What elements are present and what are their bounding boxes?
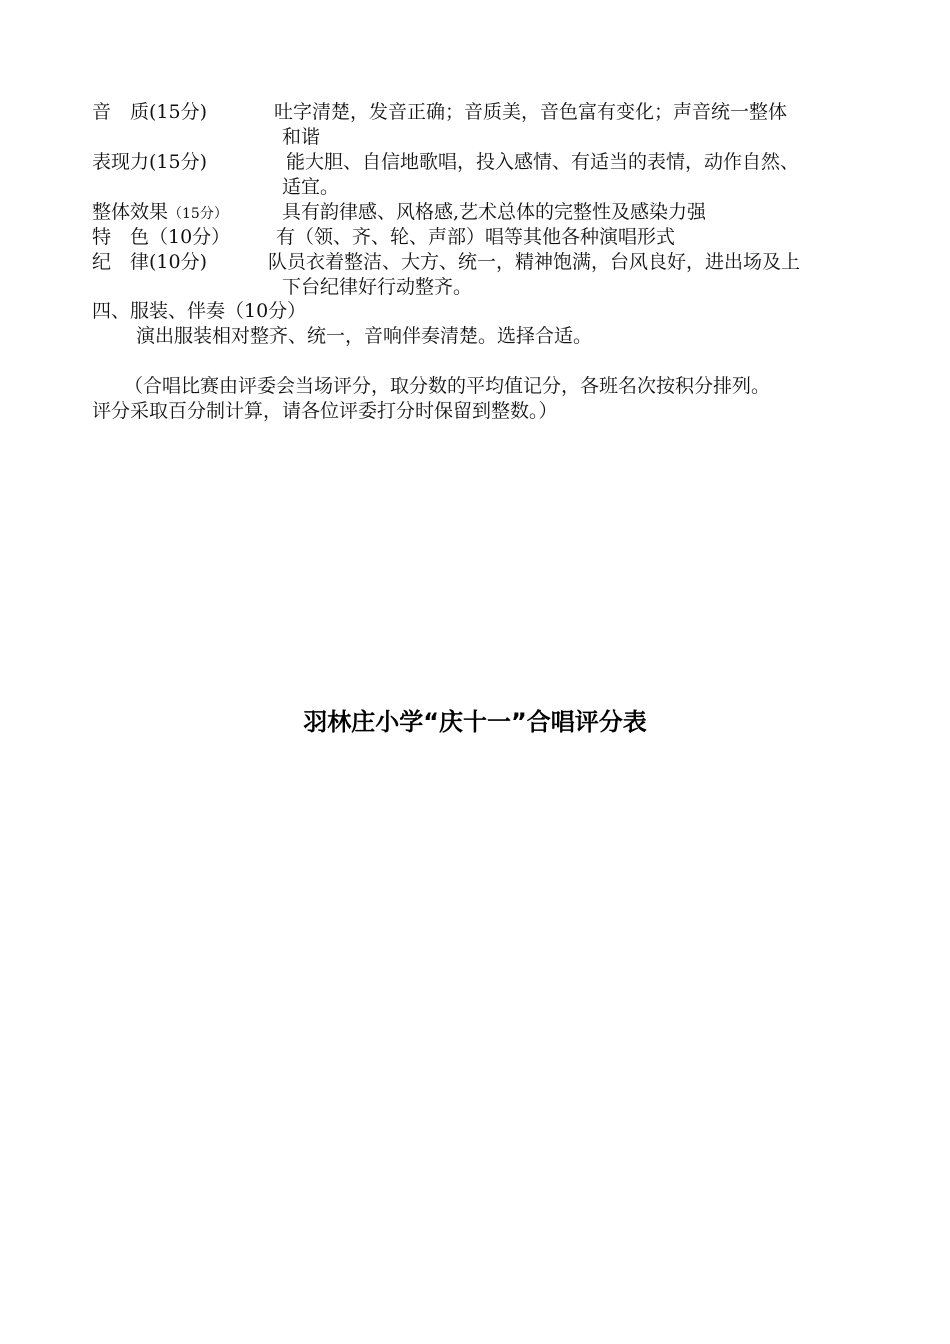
- criterion-desc-expression: 能大胆、自信地歌唱，投入感情、有适当的表情，动作自然、: [286, 151, 800, 173]
- scoring-note-line1: （合唱比赛由评委会当场评分，取分数的平均值记分，各班名次按积分排列。: [124, 375, 771, 397]
- criterion-label-overall: [92, 200, 228, 226]
- criterion-label-quality: 音 质(15分): [92, 101, 208, 123]
- criterion-label-feature: 特 色（10分）: [92, 226, 231, 248]
- criterion-desc-feature: 有（领、齐、轮、声部）唱等其他各种演唱形式: [276, 226, 676, 248]
- criterion-label-discipline: 纪 律(10分): [92, 251, 208, 273]
- form-title: 羽林庄小学“庆十一”合唱评分表: [303, 708, 647, 736]
- criterion-label-expression: 表现力(15分): [92, 151, 208, 173]
- criterion-desc-discipline: 队员衣着整洁、大方、统一，精神饱满，台风良好，进出场及上: [268, 251, 801, 273]
- section-costume-text: 演出服装相对整齐、统一，音响伴奏清楚。选择合适。: [136, 325, 593, 347]
- criterion-desc-quality: 吐字清楚，发音正确；音质美，音色富有变化；声音统一整体: [274, 101, 788, 123]
- criterion-label-overall-points: （15分）: [168, 206, 228, 222]
- criterion-label-overall-main: 整体效果: [92, 201, 169, 223]
- scoring-note-line2: 评分采取百分制计算，请各位评委打分时保留到整数。）: [92, 400, 558, 422]
- criterion-desc-overall: 具有韵律感、风格感,艺术总体的完整性及感染力强: [282, 201, 707, 223]
- criterion-desc-expression-cont: 适宜。: [282, 176, 340, 198]
- criterion-desc-discipline-cont: 下台纪律好行动整齐。: [282, 276, 473, 298]
- criterion-desc-quality-cont: 和谐: [282, 126, 321, 148]
- section-costume-heading: 四、服装、伴奏（10分）: [92, 300, 307, 322]
